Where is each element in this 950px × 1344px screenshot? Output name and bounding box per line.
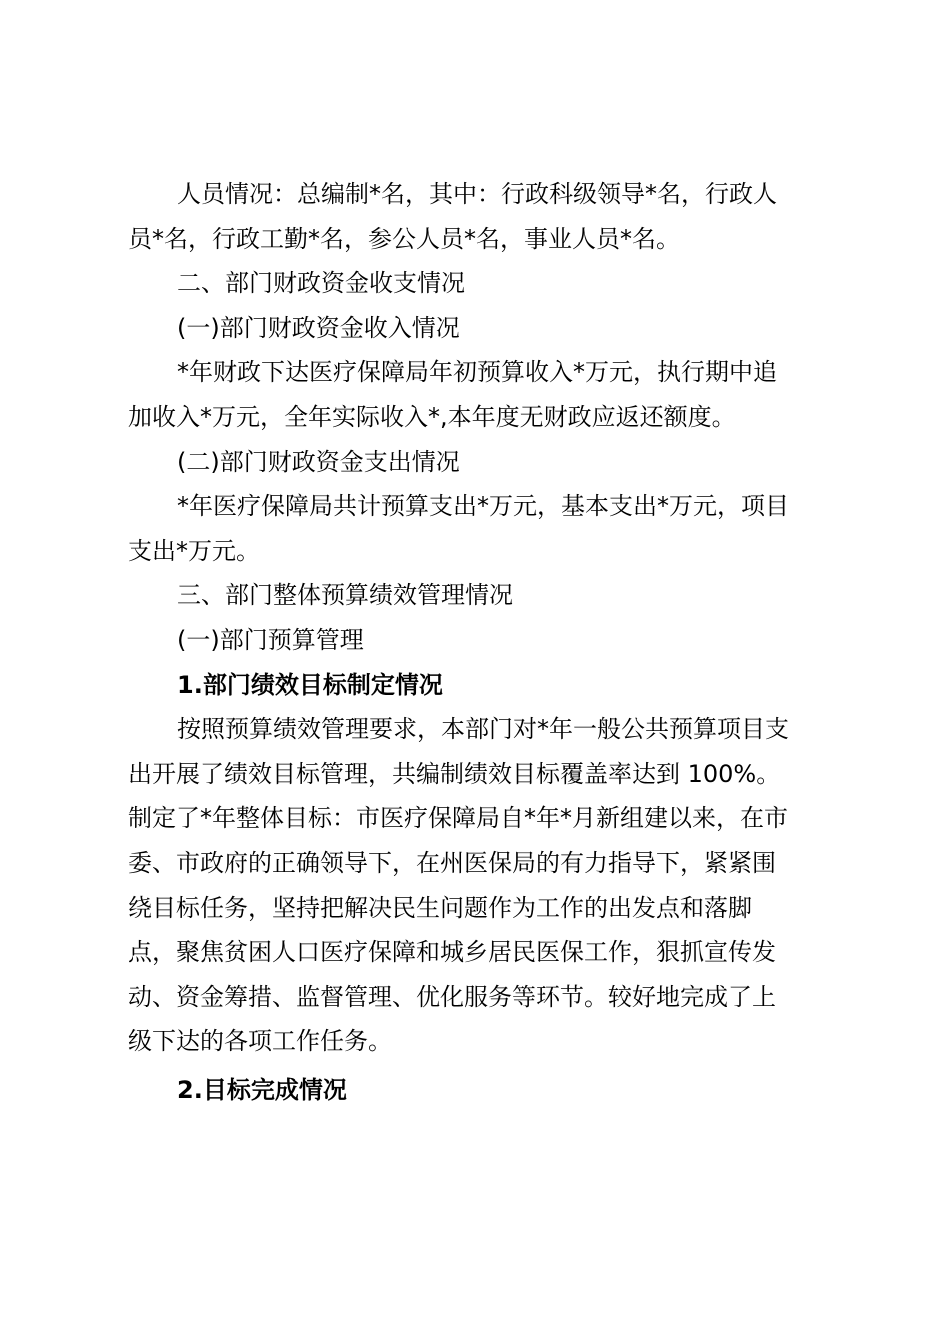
- paragraph-goals-line-4: 委、市政府的正确领导下，在州医保局的有力指导下，紧紧围: [128, 848, 776, 877]
- paragraph-goals-line-6: 点，聚焦贫困人口医疗保障和城乡居民医保工作，狠抓宣传发: [128, 938, 776, 967]
- bold-heading-goal-completion: 2.目标完成情况: [177, 1075, 347, 1104]
- document-body: [128, 172, 832, 1112]
- paragraph-goals-line-7: 动、资金筹措、监督管理、优化服务等环节。较好地完成了上: [128, 982, 776, 1011]
- paragraph-goals-line-3: 制定了*年整体目标：市医疗保障局自*年*月新组建以来，在市: [128, 804, 788, 833]
- section-heading-2: 二、部门财政资金收支情况: [177, 269, 465, 298]
- subsection-heading-expenditure: (二)部门财政资金支出情况: [177, 447, 460, 476]
- paragraph-staffing-line-1: 人员情况：总编制*名，其中：行政科级领导*名，行政人: [177, 180, 777, 208]
- paragraph-goals-line-1: 按照预算绩效管理要求，本部门对*年一般公共预算项目支: [177, 715, 789, 744]
- paragraph-goals-line-2: 出开展了绩效目标管理，共编制绩效目标覆盖率达到 100%。: [128, 759, 781, 788]
- section-heading-3: 三、部门整体预算绩效管理情况: [177, 581, 513, 610]
- paragraph-expenditure-line-2: 支出*万元。: [128, 536, 260, 565]
- paragraph-income-line-1: *年财政下达医疗保障局年初预算收入*万元，执行期中追: [177, 358, 777, 387]
- subsection-heading-income: (一)部门财政资金收入情况: [177, 313, 460, 342]
- paragraph-staffing-line-2: 员*名，行政工勤*名，参公人员*名，事业人员*名。: [128, 224, 680, 253]
- paragraph-expenditure-line-1: *年医疗保障局共计预算支出*万元，基本支出*万元，项目: [177, 492, 789, 521]
- paragraph-goals-line-5: 绕目标任务，坚持把解决民生问题作为工作的出发点和落脚: [128, 893, 752, 922]
- subsection-heading-budget-management: (一)部门预算管理: [177, 625, 364, 654]
- bold-heading-goal-setting: 1.部门绩效目标制定情况: [177, 670, 443, 699]
- paragraph-income-line-2: 加收入*万元，全年实际收入*,本年度无财政应返还额度。: [128, 402, 736, 431]
- paragraph-goals-line-8: 级下达的各项工作任务。: [128, 1027, 392, 1056]
